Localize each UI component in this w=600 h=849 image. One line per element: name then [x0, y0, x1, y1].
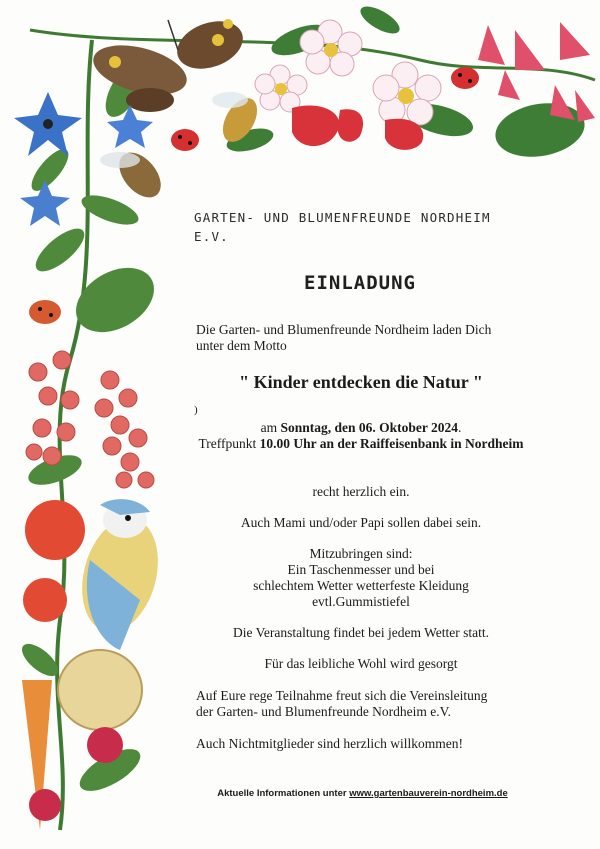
footer-info: [190, 788, 535, 799]
bring-item-3: evtl.Gummistiefel: [312, 594, 410, 609]
ladybug-1: [171, 129, 199, 151]
onion-illustration: [58, 650, 142, 730]
bring-heading: Mitzubringen sind:: [309, 546, 413, 561]
intro-line2: unter dem Motto: [196, 338, 287, 353]
food-text: Für das leibliche Wohl wird gesorgt: [264, 656, 458, 671]
meeting-point: 10.00 Uhr an der Raiffeisenbank in Nordheim: [259, 436, 524, 451]
page-title: EINLADUNG: [304, 272, 416, 294]
wasp-illustration: [100, 145, 169, 205]
event-details: [196, 420, 526, 452]
stray-mark: ): [194, 404, 198, 416]
closing-line2: der Garten- und Blumenfreunde Nordheim e.V.: [196, 704, 452, 719]
borage-flower-1: [14, 92, 82, 156]
ladybug-2: [451, 67, 479, 89]
closing-line1: Auf Eure rege Teilnahme freut sich die Vereinsleitung: [196, 688, 488, 703]
strawberry-blossom-2: [373, 62, 441, 125]
meeting-prefix: Treffpunkt: [198, 436, 257, 451]
organization-name-line2: E.V.: [194, 229, 229, 244]
ladybug-3: [29, 300, 61, 324]
intro-line1: Die Garten- und Blumenfreunde Nordheim laden Dich: [196, 322, 492, 337]
motto: " Kinder entdecken die Natur ": [239, 372, 483, 392]
website-link[interactable]: www.gartenbauverein-nordheim.de: [349, 788, 508, 799]
intro-text: [196, 322, 526, 354]
non-members-text: Auch Nichtmitglieder sind herzlich willkommen!: [196, 736, 463, 751]
date-prefix: am: [260, 420, 278, 435]
weather-text: Die Veranstaltung findet bei jedem Wetter statt.: [233, 625, 489, 640]
organization-name-line1: GARTEN- UND BLUMENFREUNDE NORDHEIM: [194, 210, 491, 225]
event-date: Sonntag, den 06. Oktober 2024: [280, 420, 459, 435]
borage-flower-2: [20, 180, 70, 226]
bring-item-2: schlechtem Wetter wetterfeste Kleidung: [253, 578, 469, 593]
date-suffix: .: [458, 420, 462, 435]
closing-text: [196, 688, 526, 720]
bring-item-1: Ein Taschenmesser und bei: [287, 562, 435, 577]
bring-list: [196, 546, 526, 610]
organization-name: [194, 208, 534, 246]
tomatoes: [23, 500, 85, 622]
parents-text: Auch Mami und/oder Papi sollen dabei sein.: [240, 515, 482, 530]
blue-tit-bird: [70, 499, 170, 650]
strawberry-blossom-3: [255, 65, 307, 112]
greeting-text: recht herzlich ein.: [312, 484, 410, 499]
footer-prefix: Aktuelle Informationen unter: [217, 788, 347, 799]
